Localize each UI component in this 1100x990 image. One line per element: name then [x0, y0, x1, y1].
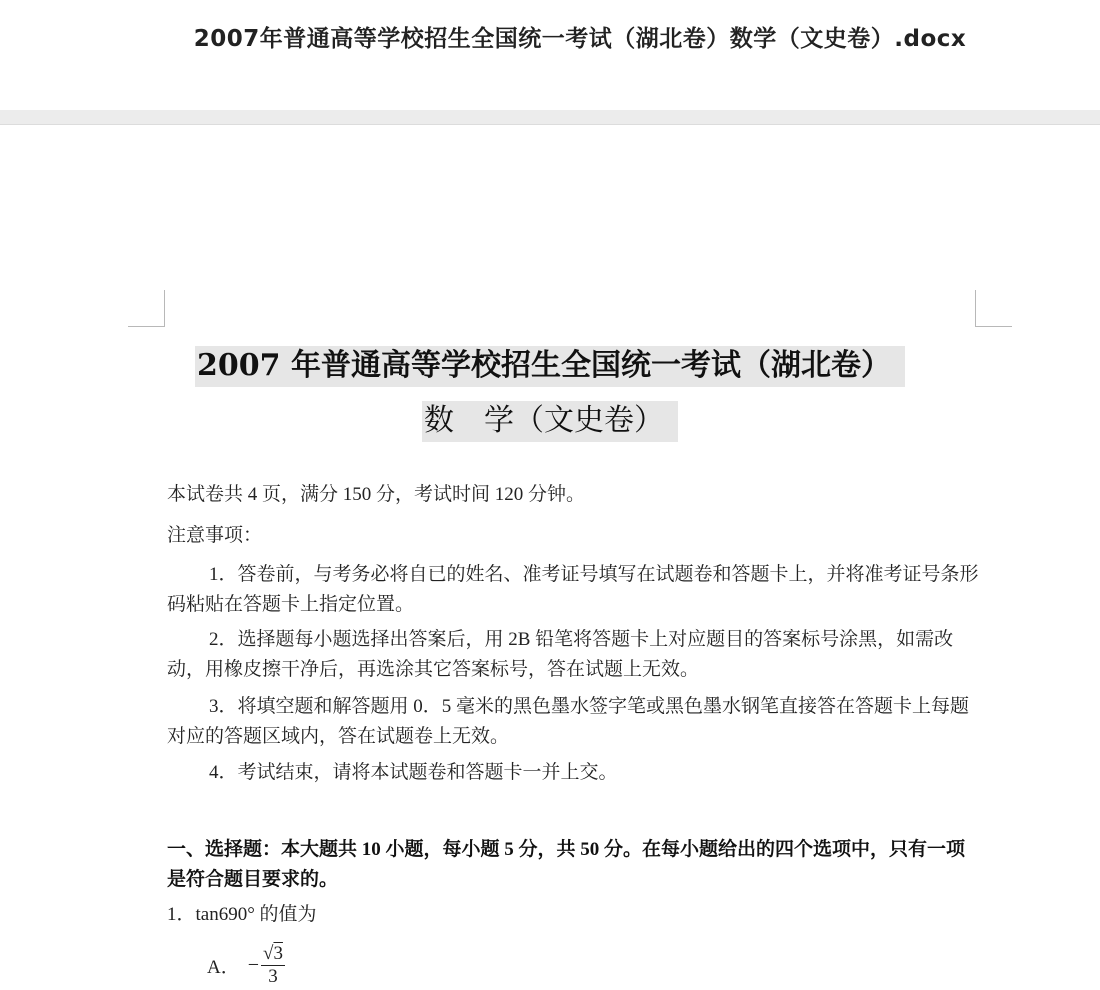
fraction-denominator: 3 — [268, 966, 278, 987]
margin-corner-top-left — [128, 290, 165, 327]
note-item-4: 4．考试结束，请将本试题卷和答题卡一并上交。 — [209, 762, 618, 783]
option-a-sign: − — [247, 954, 260, 976]
option-a-label: A． — [207, 957, 240, 978]
intro-paragraph: 本试卷共 4 页，满分 150 分，考试时间 120 分钟。 — [167, 484, 586, 505]
question-1-option-a — [207, 943, 285, 988]
document-title-line2 — [0, 395, 1100, 439]
document-title-line1 — [0, 340, 1100, 384]
question-1: 1．tan690° 的值为 — [167, 904, 317, 925]
title-line1-rest: 年普通高等学校招生全国统一考试（湖北卷） — [280, 348, 891, 383]
window-header — [0, 0, 1100, 110]
note-item-1: 1．答卷前，与考务必将自已的姓名、准考证号填写在试题卷和答题卡上，并将准考证号条形码粘贴在答题卡上指定位置。 — [167, 564, 979, 615]
page-separator — [0, 110, 1100, 125]
margin-corner-top-right — [975, 290, 1012, 327]
note-item-3: 3．将填空题和解答题用 0．5 毫米的黑色墨水签字笔或黑色墨水钢笔直接答在答题卡上每题对应的答题区域内，答在试题卷上无效。 — [167, 696, 970, 747]
fraction-numerator — [261, 943, 285, 966]
radicand: 3 — [273, 943, 283, 964]
section-heading-choice: 一、选择题：本大题共 10 小题，每小题 5 分，共 50 分。在每小题给出的四个选项中，只有一项是符合题目要求的。 — [167, 839, 966, 890]
title-line2-text: 数 学（文史卷） — [422, 401, 678, 442]
notes-heading: 注意事项： — [167, 525, 263, 546]
option-a-fraction — [261, 943, 285, 988]
sqrt-icon: √ — [263, 943, 274, 964]
title-year: 2007 — [197, 348, 281, 383]
note-item-2: 2．选择题每小题选择出答案后，用 2B 铅笔将答题卡上对应题目的答案标号涂黑，如需改动，用橡皮擦干净后，再选涂其它答案标号，答在试题上无效。 — [167, 629, 954, 680]
file-title: 2007年普通高等学校招生全国统一考试（湖北卷）数学（文史卷）.docx — [193, 26, 967, 52]
document-page[interactable] — [0, 125, 1100, 990]
